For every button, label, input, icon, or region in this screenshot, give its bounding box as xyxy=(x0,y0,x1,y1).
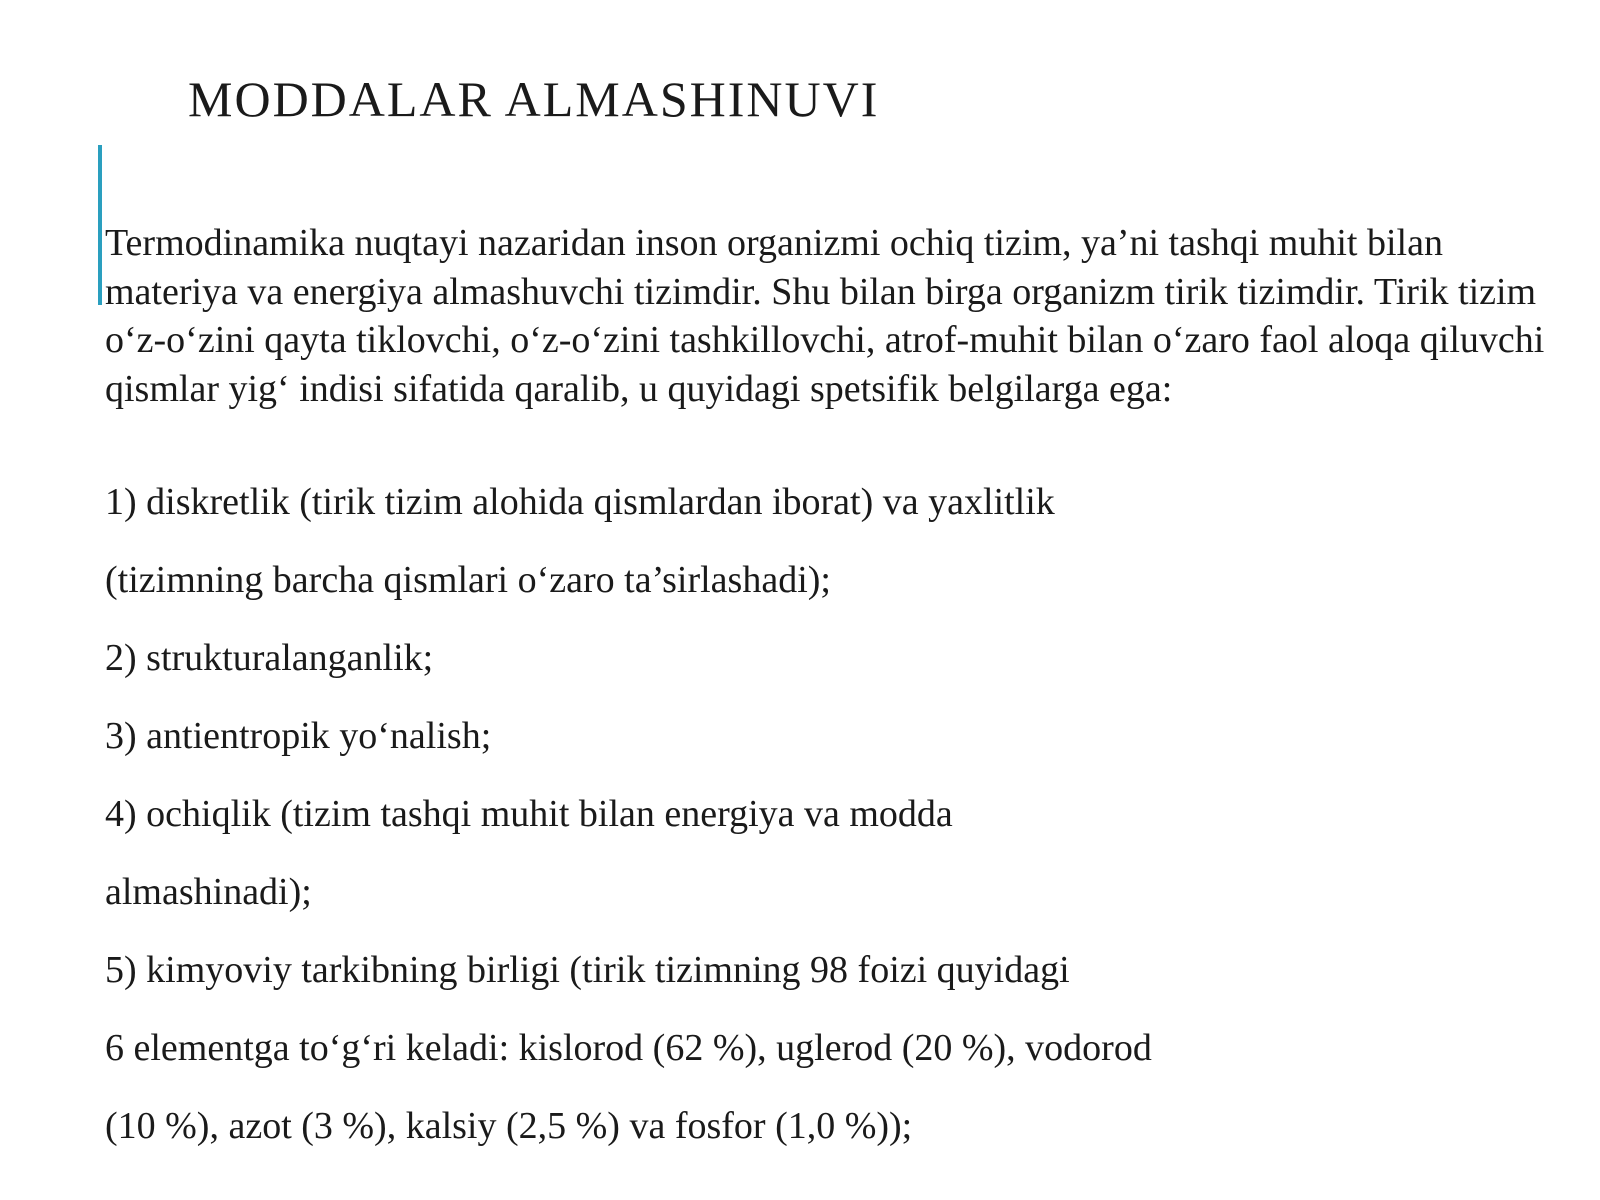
list-line-6: almashinadi); xyxy=(105,871,312,913)
intro-paragraph: Termodinamika nuqtayi nazaridan inson organizmi ochiq tizim, ya’ni tashqi muhit bilan materiya va energiya almashuvchi tizimdir. Shu bilan birga organizm tirik tizimdir. Tirik tizim o‘z-o‘zini qayta tiklovchi, o‘z-o‘zini tashkillovchi, atrof-muhit bilan o‘zaro faol aloqa qiluvchi qismlar yig‘ indisi sifatida qaralib, u quyidagi spetsifik belgilarga ega: xyxy=(105,222,1545,410)
list-line-3: 2) strukturalanganlik; xyxy=(105,637,434,679)
accent-bar xyxy=(98,145,102,305)
list-line-8: 6 elementga to‘g‘ri keladi: kislorod (62 %), uglerod (20 %), vodorod xyxy=(105,1027,1152,1069)
list-line-4: 3) antientropik yo‘nalish; xyxy=(105,715,492,757)
list-line-7: 5) kimyoviy tarkibning birligi (tirik tizimning 98 foizi quyidagi xyxy=(105,949,1070,991)
list-line-9: (10 %), azot (3 %), kalsiy (2,5 %) va fosfor (1,0 %)); xyxy=(105,1105,913,1147)
list-line-5: 4) ochiqlik (tizim tashqi muhit bilan energiya va modda xyxy=(105,793,953,835)
list-line-2: (tizimning barcha qismlari o‘zaro ta’sirlashadi); xyxy=(105,559,831,601)
slide-title: MODDALAR ALMASHINUVI xyxy=(188,71,880,127)
list-line-1: 1) diskretlik (tirik tizim alohida qismlardan iborat) va yaxlitlik xyxy=(105,481,1055,523)
